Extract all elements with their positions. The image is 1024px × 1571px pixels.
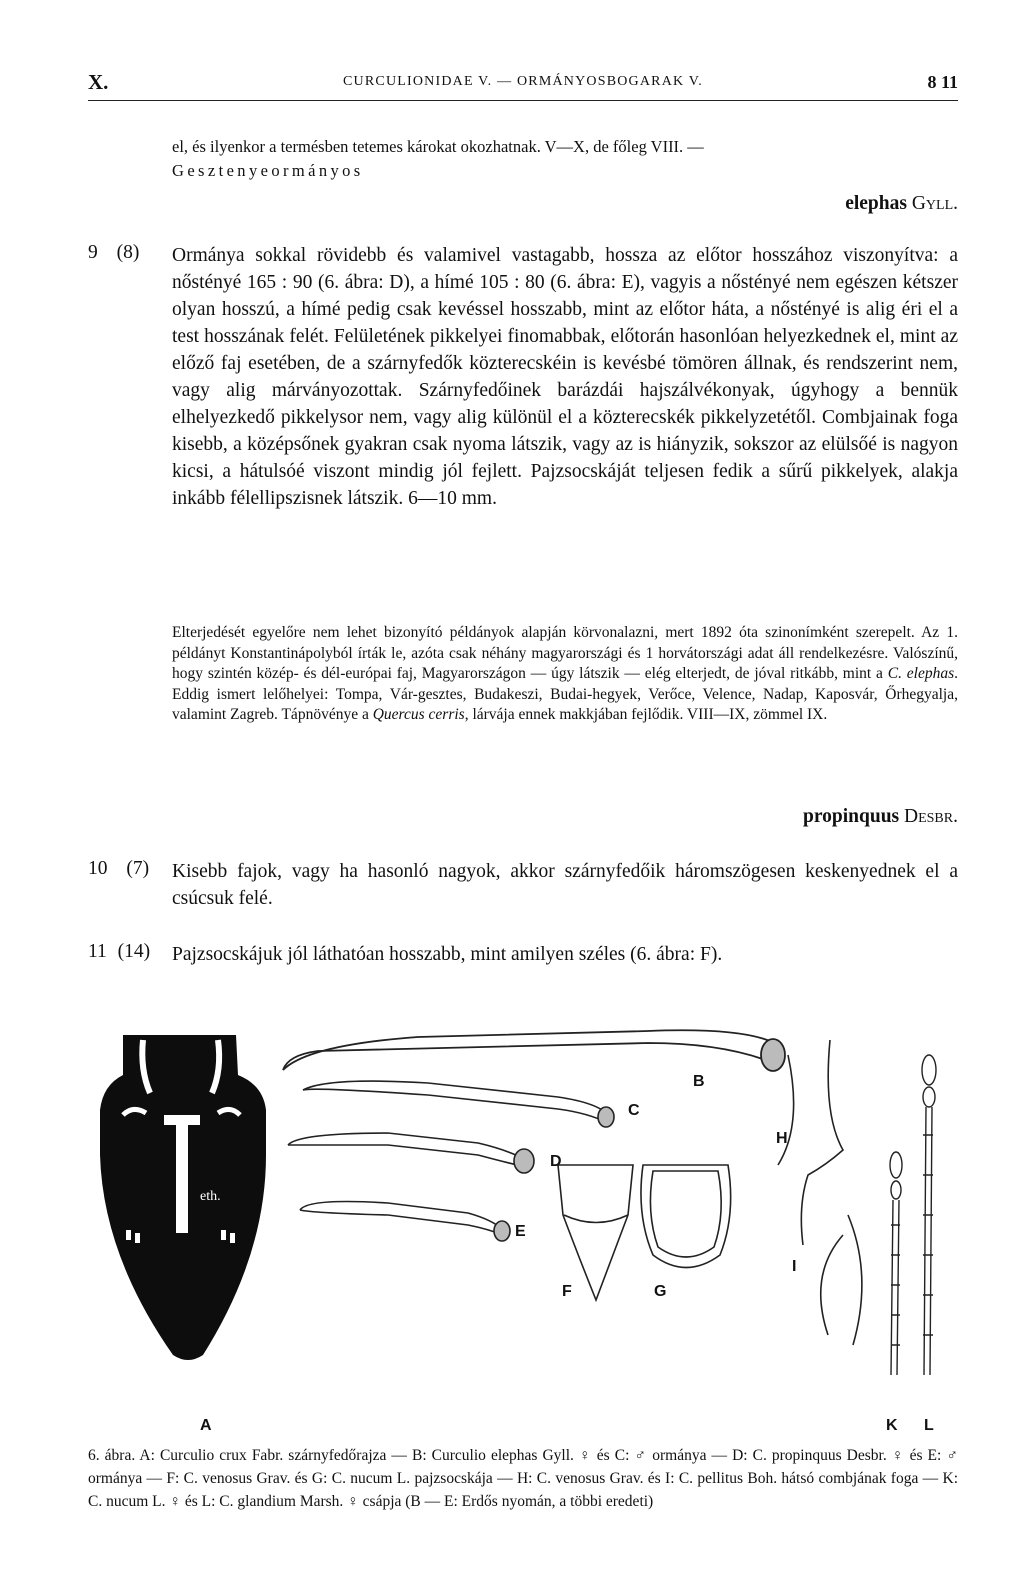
- couplet-ref: (7): [126, 858, 150, 879]
- femur-tooth-i-drawing: [821, 1215, 862, 1345]
- scutellum-f-drawing: [558, 1165, 633, 1300]
- fig-label-g: G: [654, 1283, 667, 1300]
- distribution-text-1: Elterjedését egyelőre nem lehet bizonyító példányok alapján körvonalazni, mert 1892 óta szinonímként szerepelt. Az 1. példányt Konstantinápolyból írták le, azóta csak néhány magyarországi és 1 horvátországi adat áll rendelkezésre. Valószínű, hogy szintén közép- és dél-európai faj, Magyarországon — úgy látszik — elég elterjedt, de jóval ritkább, mint a: [172, 624, 958, 683]
- couplet-11-number: [88, 941, 150, 963]
- intro-line: el, és ilyenkor a termésben tetemes károkat okozhatnak. V—X, de főleg VIII. —: [172, 137, 704, 156]
- couplet-ref: (14): [117, 941, 151, 962]
- couplet-num: 9: [88, 242, 98, 263]
- distribution-text-2: . Eddig ismert lelőhelyei: Tompa, Vár-gesztes, Budakeszi, Budai-hegyek, Verőce, Velence, Nadap, Kaposvár, Őrhegyalja, valamint Zagreb. Tápnövénye a: [172, 665, 958, 724]
- species-name: propinquus: [803, 806, 900, 827]
- running-title: CURCULIONIDAE V. — ORMÁNYOSBOGARAK V.: [343, 74, 703, 89]
- fig-label-f: F: [562, 1283, 572, 1300]
- host-plant: Quercus cerris: [372, 706, 465, 724]
- couplet-ref: (8): [116, 242, 140, 263]
- distribution-text-3: , lárvája ennek makkjában fejlődik. VIII—IX, zömmel IX.: [464, 706, 828, 724]
- species-author: Gyll.: [911, 193, 958, 214]
- intro-paragraph: [172, 135, 958, 183]
- couplet-11-text: Pajzsocskájuk jól láthatóan hosszabb, mint amilyen széles (6. ábra: F).: [172, 944, 723, 965]
- antenna-k-drawing: [922, 1055, 936, 1375]
- fig-label-i: I: [792, 1258, 797, 1275]
- couplet-10-number: [88, 858, 149, 880]
- fig-label-b: B: [693, 1073, 705, 1090]
- species-heading-propinquus: [803, 806, 958, 828]
- common-name: Gesztenyeormányos: [172, 161, 364, 180]
- figure-caption: 6. ábra. A: Curculio crux Fabr. szárnyfedőrajza — B: Curculio elephas Gyll. ♀ és C: ♂ ormánya — D: C. propinquus Desbr. ♀ és E: ♂ ormánya — F: C. venosus Grav. és G: C. nucum L. pajzsocskája — H: C. venosus Grav. és I: C. pellitus Boh. hátsó combjának foga — K: C. nucum L. ♀ és L: C. glandium Marsh. ♀ csápja (B — E: Erdős nyomán, a többi eredeti): [88, 1447, 958, 1510]
- antenna-l-drawing: [890, 1152, 902, 1375]
- page-number: 8 11: [927, 72, 958, 92]
- rostrum-e-drawing: [300, 1202, 510, 1241]
- species-author: Desbr.: [904, 806, 958, 827]
- species-heading-elephas: [845, 193, 958, 215]
- running-header: [88, 70, 958, 101]
- rostrum-d-drawing: [288, 1133, 534, 1173]
- fig-label-a: A: [200, 1417, 212, 1434]
- couplet-10-text: Kisebb fajok, vagy ha hasonló nagyok, akkor szárnyfedőik háromszögesen keskenyednek el a csúcsuk felé.: [172, 861, 958, 909]
- artist-mark: eth.: [200, 1189, 221, 1204]
- couplet-num: 10: [88, 858, 108, 879]
- scutellum-g-drawing: [641, 1165, 731, 1268]
- rostrum-b-drawing: [283, 1030, 785, 1071]
- species-name: elephas: [845, 193, 907, 214]
- couplet-9-number: [88, 242, 139, 264]
- fig-label-k: K: [886, 1417, 898, 1434]
- species-italic: C. elephas: [887, 665, 955, 683]
- femur-tooth-h-drawing: [778, 1040, 843, 1245]
- fig-label-d: D: [550, 1153, 562, 1170]
- fig-label-h: H: [776, 1130, 788, 1147]
- elytra-pattern-drawing: [100, 1035, 266, 1360]
- couplet-num: 11: [88, 941, 107, 962]
- chapter-number: X.: [88, 70, 109, 94]
- couplet-9-text: Ormánya sokkal rövidebb és valamivel vastagabb, hossza az előtor hosszához viszonyítva: a nőstényé 165 : 90 (6. ábra: D), a hímé 105 : 80 (6. ábra: E), vagyis a nőstényé nem egészen kétszer olyan hosszú, a hímé pedig csak kevéssel hosszabb, mint az előtor háta, a nőstényé is alig éri el a test hosszának felét. Felületének pikkelyei finomabbak, előtorán hasonlóan helyezkednek el, mint az előző faj esetében, de a szárnyfedők közterecskéin is kevésbé tömören állnak, és rendszerint nem, vagy alig márványozottak. Szárnyfedőinek barázdái hajszálvékonyak, úgyhogy a bennük elhelyezkedő pikkelysor nem, vagy alig különül el a közterecskék pikkelyzetétől. Combjainak foga kisebb, a középsőnek gyakran csak nyoma látszik, vagy az is hiányzik, sokszor az elülsőé is nagyon kicsi, a hátulsóé viszont mindig jól fejlett. Pajzsocskáját teljesen fedik a sűrű pikkelyek, alakja inkább félellipszisnek látszik. 6—10 mm.: [172, 245, 958, 509]
- distribution-paragraph: [172, 623, 958, 726]
- fig-label-c: C: [628, 1102, 640, 1119]
- rostrum-c-drawing: [303, 1081, 614, 1127]
- figure-6: [88, 1015, 958, 1450]
- fig-label-l: L: [924, 1417, 934, 1434]
- fig-label-e: E: [515, 1223, 526, 1240]
